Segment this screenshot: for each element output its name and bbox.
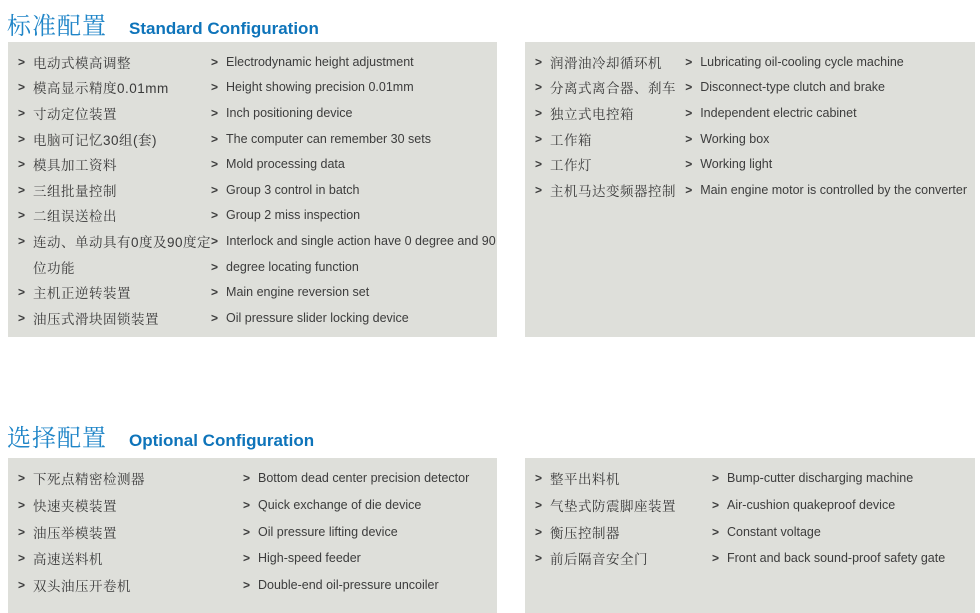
item-text: Electrodynamic height adjustment	[226, 54, 414, 69]
item-bullet-marker: >	[18, 157, 26, 172]
item-bullet-marker: >	[211, 310, 219, 325]
standard-config-panel-right	[525, 42, 975, 337]
item-text: Bump-cutter discharging machine	[727, 471, 914, 486]
config-item-row	[685, 151, 967, 177]
item-text: Main engine motor is controlled by the converter	[700, 182, 967, 197]
config-item-row	[535, 492, 712, 519]
english-items-column	[243, 465, 489, 598]
optional-config-panel-right	[525, 458, 975, 613]
item-text: Group 3 control in batch	[226, 182, 360, 197]
item-text: 工作箱	[550, 132, 592, 148]
config-item-row	[211, 305, 496, 331]
item-bullet-marker: >	[535, 524, 543, 539]
item-bullet-marker: >	[18, 105, 26, 120]
item-text: Group 2 miss inspection	[226, 208, 361, 223]
item-text: 工作灯	[550, 158, 592, 174]
item-bullet-marker: >	[18, 498, 26, 513]
chinese-items-column	[18, 49, 211, 331]
item-text: Working light	[700, 157, 773, 172]
item-bullet-marker: >	[18, 208, 26, 223]
config-item-row	[685, 126, 967, 152]
item-bullet-marker: >	[685, 157, 693, 172]
item-bullet-marker: >	[535, 551, 543, 566]
chinese-items-column	[18, 465, 243, 598]
item-bullet-marker: >	[18, 310, 26, 325]
config-item-row	[535, 75, 685, 101]
item-text: 二组误送检出	[33, 209, 117, 225]
config-item-row	[535, 126, 685, 152]
item-bullet-marker: >	[685, 54, 693, 69]
config-item-row	[535, 518, 712, 545]
config-item-row	[18, 203, 211, 229]
config-item-row	[211, 126, 496, 152]
item-bullet-marker: >	[18, 182, 26, 197]
config-item-row	[712, 545, 967, 572]
item-bullet-marker: >	[211, 80, 219, 95]
config-item-row	[211, 228, 496, 254]
item-bullet-marker: >	[535, 105, 543, 120]
config-item-row	[211, 203, 496, 229]
config-item-row	[18, 126, 211, 152]
item-bullet-marker: >	[18, 285, 26, 300]
item-bullet-marker: >	[18, 131, 26, 146]
config-item-row	[211, 100, 496, 126]
config-item-row	[535, 177, 685, 203]
item-bullet-marker: >	[535, 131, 543, 146]
config-item-row	[243, 492, 489, 519]
standard-config-panel-left	[8, 42, 497, 337]
config-item-row	[18, 572, 243, 599]
item-text: 电脑可记忆30组(套)	[33, 132, 158, 148]
config-item-row	[18, 305, 211, 331]
item-text: Mold processing data	[226, 157, 345, 172]
item-text: Front and back sound-proof safety gate	[727, 551, 946, 566]
config-item-row	[243, 572, 489, 599]
item-text: 分离式离合器、刹车	[550, 81, 676, 97]
config-item-row	[18, 100, 211, 126]
item-bullet-marker: >	[211, 105, 219, 120]
section-optional-configuration	[0, 418, 980, 613]
item-bullet-marker: >	[211, 182, 219, 197]
item-bullet-marker: >	[211, 285, 219, 300]
item-bullet-marker: >	[712, 551, 720, 566]
english-items-column	[685, 49, 967, 203]
item-text: Lubricating oil-cooling cycle machine	[700, 54, 904, 69]
item-text: Inch positioning device	[226, 105, 353, 120]
chinese-items-column	[535, 465, 712, 572]
config-item-row	[211, 177, 496, 203]
config-item-row	[535, 151, 685, 177]
item-bullet-marker: >	[243, 551, 251, 566]
item-text: 双头油压开卷机	[33, 579, 131, 595]
section-title-english: Standard Configuration	[129, 19, 319, 38]
config-item-row	[712, 492, 967, 519]
item-bullet-marker: >	[211, 233, 219, 248]
item-bullet-marker: >	[18, 471, 26, 486]
item-bullet-marker: >	[535, 80, 543, 95]
config-item-row	[243, 465, 489, 492]
config-item-row	[18, 49, 211, 75]
item-bullet-marker: >	[18, 233, 26, 248]
english-items-column	[211, 49, 496, 331]
config-item-row	[18, 492, 243, 519]
section-header	[0, 418, 980, 458]
item-text: 主机正逆转装置	[33, 286, 131, 302]
item-text: 油压举模装置	[33, 525, 117, 541]
item-bullet-marker: >	[18, 551, 26, 566]
item-bullet-marker: >	[243, 524, 251, 539]
config-item-row	[685, 49, 967, 75]
config-item-row	[535, 545, 712, 572]
item-text: 快速夹模装置	[33, 499, 117, 515]
item-text: Air-cushion quakeproof device	[727, 498, 896, 513]
config-item-row	[18, 75, 211, 101]
item-text: Working box	[700, 131, 770, 146]
item-text: Height showing precision 0.01mm	[226, 80, 414, 95]
item-bullet-marker: >	[712, 524, 720, 539]
item-text: 位功能	[33, 260, 75, 276]
item-text: Quick exchange of die device	[258, 498, 422, 513]
item-text: 前后隔音安全门	[550, 552, 648, 568]
config-item-row	[18, 279, 211, 305]
item-bullet-marker: >	[243, 471, 251, 486]
item-text: Oil pressure slider locking device	[226, 310, 409, 325]
optional-config-panel-left	[8, 458, 497, 613]
item-text: 下死点精密检测器	[33, 472, 145, 488]
item-text: 气垫式防震脚座装置	[550, 499, 676, 515]
config-item-row	[712, 518, 967, 545]
config-item-row	[685, 75, 967, 101]
item-bullet-marker: >	[243, 578, 251, 593]
item-text: 三组批量控制	[33, 183, 117, 199]
item-text: 电动式模高调整	[33, 55, 131, 71]
panels-row	[8, 42, 980, 337]
item-text: Main engine reversion set	[226, 285, 370, 300]
config-item-row	[535, 49, 685, 75]
item-text: Bottom dead center precision detector	[258, 471, 470, 486]
config-item-row	[18, 254, 211, 280]
item-text: High-speed feeder	[258, 551, 361, 566]
item-bullet-marker: >	[535, 498, 543, 513]
item-text: 衡压控制器	[550, 525, 620, 541]
item-text: 整平出料机	[550, 472, 620, 488]
item-bullet-marker: >	[211, 131, 219, 146]
config-item-row	[211, 49, 496, 75]
section-title-english: Optional Configuration	[129, 431, 315, 450]
config-item-row	[211, 75, 496, 101]
section-title-chinese: 选择配置	[7, 425, 107, 452]
item-bullet-marker: >	[18, 54, 26, 69]
item-bullet-marker: >	[211, 259, 219, 274]
item-text: Independent electric cabinet	[700, 105, 857, 120]
config-item-row	[243, 518, 489, 545]
item-text: 连动、单动具有0度及90度定	[33, 234, 212, 250]
config-item-row	[18, 465, 243, 492]
config-item-row	[712, 465, 967, 492]
item-text: 油压式滑块固锁装置	[33, 311, 159, 327]
item-text: degree locating function	[226, 259, 359, 274]
item-bullet-marker: >	[18, 80, 26, 95]
config-item-row	[18, 177, 211, 203]
item-bullet-marker: >	[211, 54, 219, 69]
english-items-column	[712, 465, 967, 572]
config-item-row	[685, 100, 967, 126]
item-text: 模高显示精度0.01mm	[33, 81, 169, 97]
item-bullet-marker: >	[211, 208, 219, 223]
item-bullet-marker: >	[535, 182, 543, 197]
item-text: 独立式电控箱	[550, 106, 634, 122]
config-item-row	[243, 545, 489, 572]
config-item-row	[18, 545, 243, 572]
config-item-row	[18, 518, 243, 545]
item-bullet-marker: >	[712, 498, 720, 513]
item-bullet-marker: >	[535, 157, 543, 172]
item-bullet-marker: >	[685, 80, 693, 95]
item-bullet-marker: >	[18, 524, 26, 539]
item-text: Oil pressure lifting device	[258, 524, 398, 539]
config-item-row	[211, 254, 496, 280]
config-item-row	[18, 228, 211, 254]
section-title-chinese: 标准配置	[7, 13, 107, 40]
panels-row	[8, 458, 980, 613]
item-bullet-marker: >	[685, 105, 693, 120]
item-text: 润滑油冷却循环机	[550, 55, 662, 71]
chinese-items-column	[535, 49, 685, 203]
item-text: The computer can remember 30 sets	[226, 131, 431, 146]
item-bullet-marker: >	[243, 498, 251, 513]
item-bullet-marker: >	[685, 131, 693, 146]
config-item-row	[535, 100, 685, 126]
item-text: 模具加工资料	[33, 158, 117, 174]
item-text: Interlock and single action have 0 degree and 90	[226, 233, 496, 248]
section-header	[0, 0, 980, 42]
item-text: 寸动定位装置	[33, 106, 117, 122]
item-bullet-marker: >	[535, 54, 543, 69]
item-text: 主机马达变频器控制	[550, 183, 676, 199]
item-text: 高速送料机	[33, 552, 103, 568]
config-item-row	[685, 177, 967, 203]
item-bullet-marker: >	[211, 157, 219, 172]
item-bullet-marker: >	[535, 471, 543, 486]
item-bullet-marker: >	[18, 578, 26, 593]
item-bullet-marker: >	[712, 471, 720, 486]
item-bullet-marker: >	[685, 182, 693, 197]
item-text: Disconnect-type clutch and brake	[700, 80, 886, 95]
config-item-row	[18, 151, 211, 177]
item-text: Constant voltage	[727, 524, 821, 539]
config-item-row	[211, 279, 496, 305]
item-text: Double-end oil-pressure uncoiler	[258, 578, 439, 593]
config-item-row	[535, 465, 712, 492]
config-item-row	[211, 151, 496, 177]
